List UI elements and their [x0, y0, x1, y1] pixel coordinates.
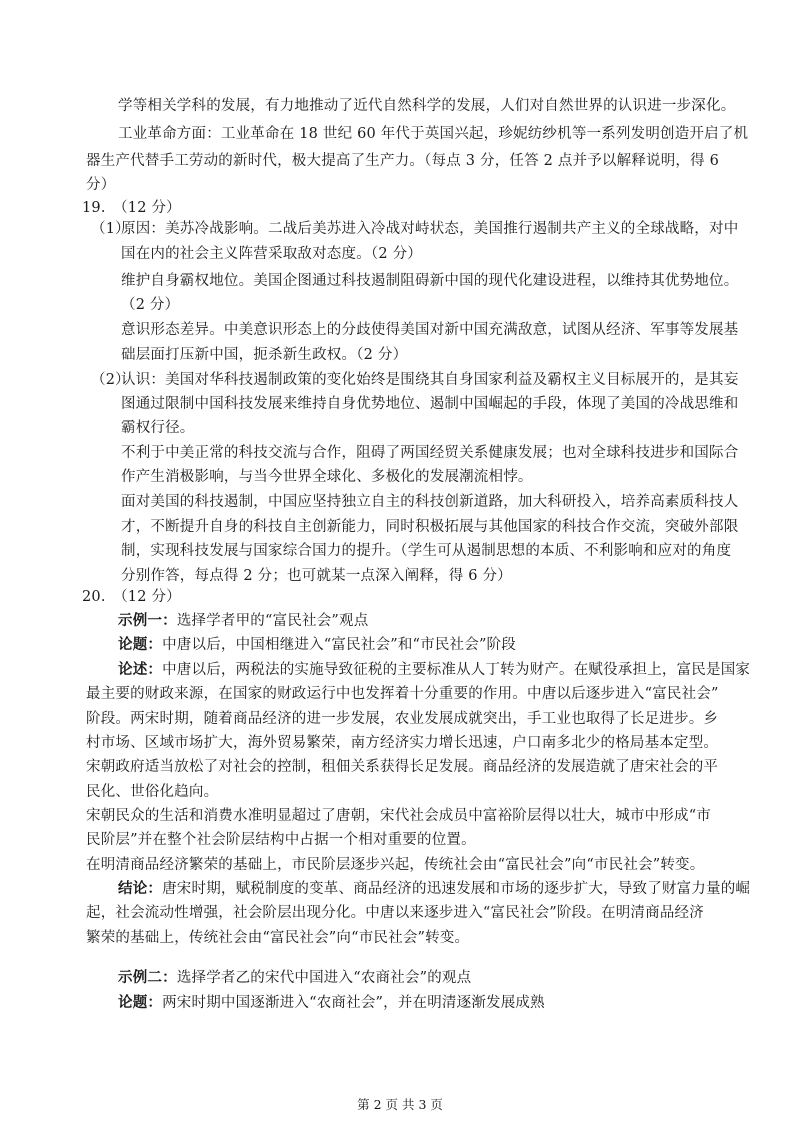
thesis-2-text: 两宋时期中国逐渐进入“农商社会”，并在明清逐渐发展成熟 [162, 995, 545, 1011]
page-number: 第 2 页 共 3 页 [357, 1097, 443, 1112]
text-line: 学等相关学科的发展，有力地推动了近代自然科学的发展，人们对自然世界的认识进一步深化。 [118, 98, 736, 114]
argument-line [118, 660, 750, 680]
text-line: 不利于中美正常的科技交流与合作，阻碍了两国经贸关系健康发展；也对全球科技进步和国际合 [121, 445, 739, 461]
text-line: 宋朝政府适当放松了对社会的控制，租佃关系获得长足发展。商品经济的发展造就了唐宋社会的平 [86, 759, 719, 775]
thesis-2-line [118, 993, 545, 1013]
text-line: 霸权行径。 [121, 420, 195, 436]
question-19-header: 19. （12 分） [82, 200, 181, 216]
conclusion-line [118, 879, 750, 899]
text-line: 面对美国的科技遏制，中国应坚持独立自主的科技创新道路，加大科研投入，培养高素质科技人 [121, 494, 739, 510]
part-2-label: （2） [91, 372, 130, 388]
text-line: 认识：美国对华科技遏制政策的变化始终是围绕其自身国家利益及霸权主义目标展开的，是其妄 [121, 372, 739, 388]
text-line: 工业革命方面：工业革命在 18 世纪 60 年代于英国兴起，珍妮纺纱机等一系列发明创造开启了机 [118, 126, 749, 142]
conclusion-text: 唐宋时期，赋税制度的变革、商品经济的迅速发展和市场的逐步扩大，导致了财富力量的崛 [162, 881, 751, 897]
text-line: 原因：美苏冷战影响。二战后美苏进入冷战对峙状态，美国推行遏制共产主义的全球战略，对中 [121, 221, 739, 237]
text-line: 分别作答，每点得 2 分；也可就某一点深入阐释，得 6 分） [121, 568, 512, 584]
thesis-line [118, 635, 516, 655]
thesis-label: 论题： [118, 636, 163, 653]
text-line: 在明清商品经济繁荣的基础上，市民阶层逐步兴起，传统社会由“富民社会”向“市民社会”转变。 [86, 857, 705, 873]
example-2-line [118, 968, 471, 988]
text-line: 民阶层”并在整个社会阶层结构中占据一个相对重要的位置。 [86, 832, 476, 848]
question-20-header: 20. （12 分） [82, 589, 181, 605]
text-line: 才，不断提升自身的科技自主创新能力，同时积极拓展与其他国家的科技合作交流，突破外部限 [121, 519, 739, 535]
example-1-line [118, 611, 368, 631]
text-line: 起，社会流动性增强，社会阶层出现分化。中唐以来逐步进入“富民社会”阶段。在明清商品经济 [86, 905, 704, 921]
text-line: 图通过限制中国科技发展来维持自身优势地位、遏制中国崛起的手段，体现了美国的冷战思维和 [121, 396, 739, 412]
example-2-label: 示例二： [118, 969, 177, 986]
example-1-text: 选择学者甲的“富民社会”观点 [176, 613, 369, 629]
thesis-2-label: 论题： [118, 994, 163, 1011]
text-line: 作产生消极影响，与当今世界全球化、多极化的发展潮流相悖。 [121, 469, 533, 485]
thesis-text: 中唐以后，中国相继进入“富民社会”和“市民社会”阶段 [162, 637, 516, 653]
argument-label: 论述： [118, 661, 163, 678]
text-line: （2 分） [121, 297, 180, 313]
example-2-text: 选择学者乙的宋代中国进入“农商社会”的观点 [176, 970, 472, 986]
text-line: 阶段。两宋时期，随着商品经济的进一步发展，农业发展成就突出，手工业也取得了长足进步。乡 [86, 711, 719, 727]
text-line: 繁荣的基础上，传统社会由“富民社会”向“市民社会”转变。 [86, 930, 470, 946]
text-line: 最主要的财政来源，在国家的财政运行中也发挥着十分重要的作用。中唐以后逐步进入“富民社会” [86, 686, 719, 702]
part-1-label: （1） [91, 221, 130, 237]
text-line: 宋朝民众的生活和消费水准明显超过了唐朝，宋代社会成员中富裕阶层得以壮大，城市中形成“市 [86, 808, 712, 824]
conclusion-label: 结论： [118, 880, 163, 897]
text-line: 器生产代替手工劳动的新时代，极大提高了生产力。（每点 3 分，任答 2 点并予以解释说明，得 6 [86, 153, 720, 169]
text-line: 础层面打压新中国，扼杀新生政权。（2 分） [121, 347, 408, 363]
text-line: 维护自身霸权地位。美国企图通过科技遏制阻碍新中国的现代化建设进程，以维持其优势地位。 [121, 273, 739, 289]
text-line: 意识形态差异。中美意识形态上的分歧使得美国对新中国充满敌意，试图从经济、军事等发展基 [121, 322, 739, 338]
text-line: 分） [86, 177, 116, 193]
text-line: 民化、世俗化趋向。 [86, 784, 219, 800]
text-line: 国在内的社会主义阵营采取敌对态度。（2 分） [121, 246, 422, 262]
example-1-label: 示例一： [118, 612, 177, 629]
text-line: 制，实现科技发展与国家综合国力的提升。（学生可从遏制思想的本质、不利影响和应对的角度 [121, 543, 732, 559]
text-line: 村市场、区域市场扩大，海外贸易繁荣，南方经济实力增长迅速，户口南多北少的格局基本定型。 [86, 735, 719, 751]
argument-text: 中唐以后，两税法的实施导致征税的主要标准从人丁转为财产。在赋役承担上，富民是国家 [162, 662, 751, 678]
